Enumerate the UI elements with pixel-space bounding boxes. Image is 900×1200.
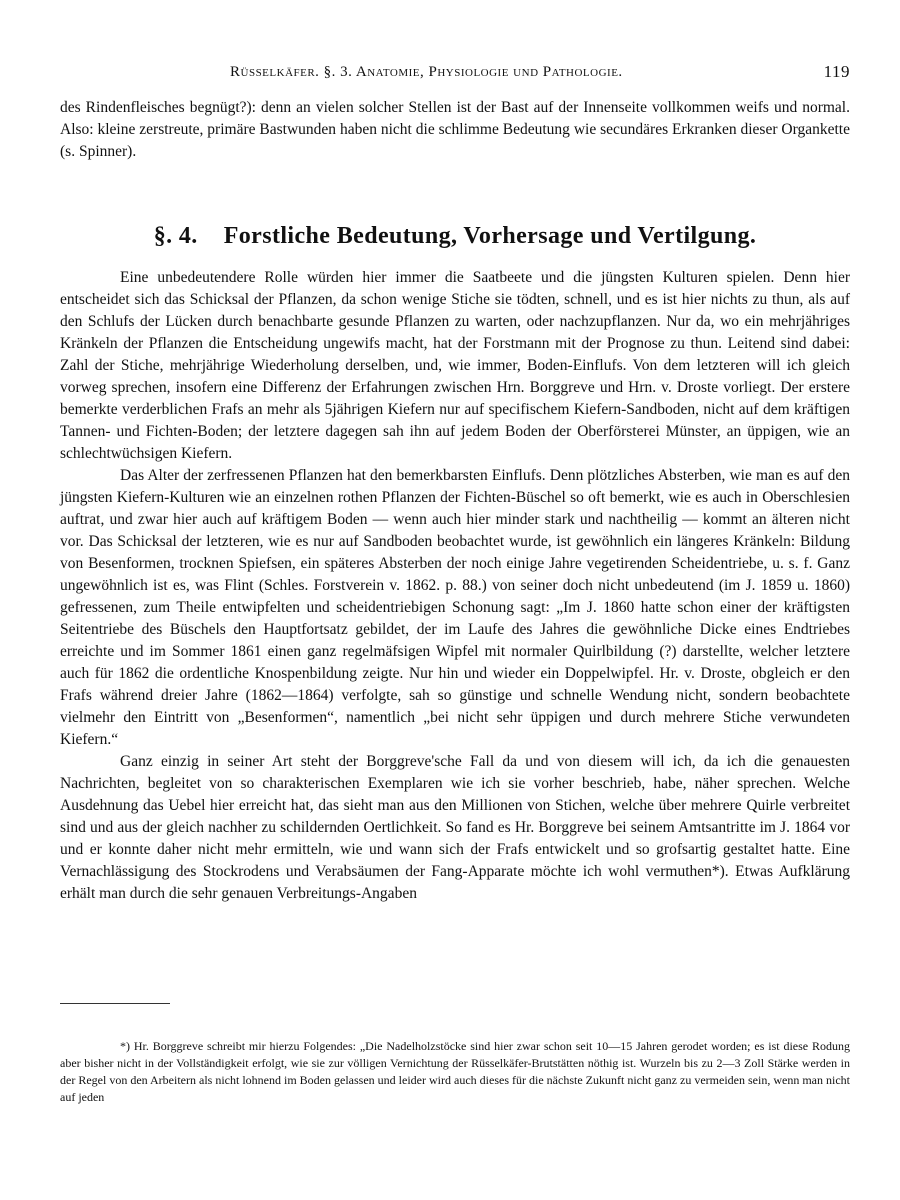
paragraph-2: Das Alter der zerfressenen Pflanzen hat den bemerkbarsten Einflufs. Denn plötzliches Absterben, wie man es auf den jüngsten Kiefern-Kulturen wie an einzelnen rothen Pflanzen der Fichten-Büschel so oft bemerkt, wie es auch in Oberschlesien auftrat, und zwar hier auch auf kräftigem Boden — wenn auch hier minder stark und nachtheilig — kommt an älteren nicht vor. Das Schicksal der letzteren, wie es nur auf Sandboden beobachtet wurde, ist gewöhnlich ein längeres Kränkeln: Bildung von Besenformen, trocknen Spiefsen, ein späteres Absterben der noch einige Jahre vegetirenden Scheidentriebe, u. s. f. Ganz ungewöhnlich ist es, was Flint (Schles. Forstverein v. 1862. p. 88.) von seiner doch nicht unbedeutend (im J. 1859 u. 1860) gefressenen, zum Theile entwipfelten und scheidentriebigen Schonung sagt: „Im J. 1860 hatte schon einer der kräftigsten Seitentriebe des Büschels den Hauptfortsatz gebildet, der im Laufe des Jahres die gewöhnliche Dicke eines Endtriebes erreichte und im Sommer 1861 einen ganz regelmäfsigen Wipfel mit normaler Quirlbildung (?) darstellte, welcher letztere auch für 1862 die ordentliche Knospenbildung zeigte. Nur hin und wieder ein Doppelwipfel. Hr. v. Droste, obgleich er den Frafs während dreier Jahre (1862—1864) verfolgte, sah so günstige und schnelle Wendung nicht, sondern beobachtete vielmehr den Eintritt von „Besenformen“, namentlich „bei nicht sehr üppigen und durch mehrere Stiche verwundeten Kiefern.“: [60, 467, 850, 748]
section-title: Forstliche Bedeutung, Vorhersage und Vertilgung.: [223, 223, 757, 249]
body-text: [60, 97, 850, 905]
page-number: 119: [823, 62, 850, 81]
paragraph-1: Eine unbedeutendere Rolle würden hier immer die Saatbeete und die jüngsten Kulturen spielen. Denn hier entscheidet sich das Schicksal der Pflanzen, da schon wenige Stiche sie tödten, schnell, und es ist hier nichts zu thun, als auf den Schlufs der Lücken durch benachbarte gesunde Pflanzen zu warten, oder nachzupflanzen. Nur da, wo ein mehrjähriges Kränkeln der Pflanzen die Entscheidung ungewifs macht, hat der Forstmann mit der Prognose zu thun. Leitend sind dabei: Zahl der Stiche, mehrjährige Wiederholung derselben, und, wie immer, Boden-Einflufs. Von dem letzteren will ich gleich vorweg sprechen, insofern eine Differenz der Erfahrungen zwischen Hrn. Borggreve und Hrn. v. Droste vorliegt. Der erstere bemerkte verderblichen Frafs an mehr als 5jährigen Kiefern nur auf specifischem Kiefern-Sandboden, nicht auf dem kräftigen Tannen- und Fichten-Boden; der letztere dagegen sah ihn auf jedem Boden der Oberförsterei Münster, an üppigen, wie an schlechtwüchsigen Kiefern.: [60, 269, 850, 462]
paragraph-3: Ganz einzig in seiner Art steht der Borggreve'sche Fall da und von diesem will ich, da ich die genauesten Nachrichten, begleitet von so charakterischen Exemplaren wie ich sie vorher beschrieb, habe, näher sprechen. Welche Ausdehnung das Uebel hier erreicht hat, das sieht man aus den Millionen von Stichen, welche über mehrere Quirle verbreitet sind und aus der gleich nachher zu schildernden Oertlichkeit. So fand es Hr. Borggreve bei seinem Amtsantritte im J. 1864 vor und er konnte daher nicht mehr ermitteln, wie und wann sich der Frafs entwickelt und so grofsartig gestaltet hatte. Eine Vernachlässigung des Stockrodens und Verabsäumen der Fang-Apparate möchte ich wohl vermuthen*). Etwas Aufklärung erhält man durch die sehr genauen Verbreitungs-Angaben: [60, 753, 850, 902]
footnote: *) Hr. Borggreve schreibt mir hierzu Folgendes: „Die Nadelholzstöcke sind hier zwar schon seit 10—15 Jahren gerodet worden; es ist diese Rodung aber bisher nicht in der Vollständigkeit erfolgt, wie sie zur völligen Vernichtung der Rüsselkäfer-Brutstätten nöthig ist. Wurzeln bis zu 2—3 Zoll Stärke werden in der Regel von den Arbeitern als nicht lohnend im Boden gelassen und leider wird auch dieses für die nächste Zukunft nicht ganz zu vermeiden sein, wenn man nicht auf jeden: [60, 1039, 850, 1104]
footnote-divider: [60, 1003, 170, 1004]
running-head-text: Rüsselkäfer. §. 3. Anatomie, Physiologie und Pathologie.: [230, 64, 623, 80]
section-number: §. 4.: [153, 223, 198, 249]
running-head: [230, 62, 850, 86]
continuation-paragraph: des Rindenfleisches begnügt?): denn an vielen solcher Stellen ist der Bast auf der Innenseite vollkommen weifs und normal. Also: kleine zerstreute, primäre Bastwunden haben nicht die schlimme Bedeutung wie secundäres Erkranken dieser Organkette (s. Spinner).: [60, 99, 850, 160]
section-heading: [60, 221, 850, 251]
